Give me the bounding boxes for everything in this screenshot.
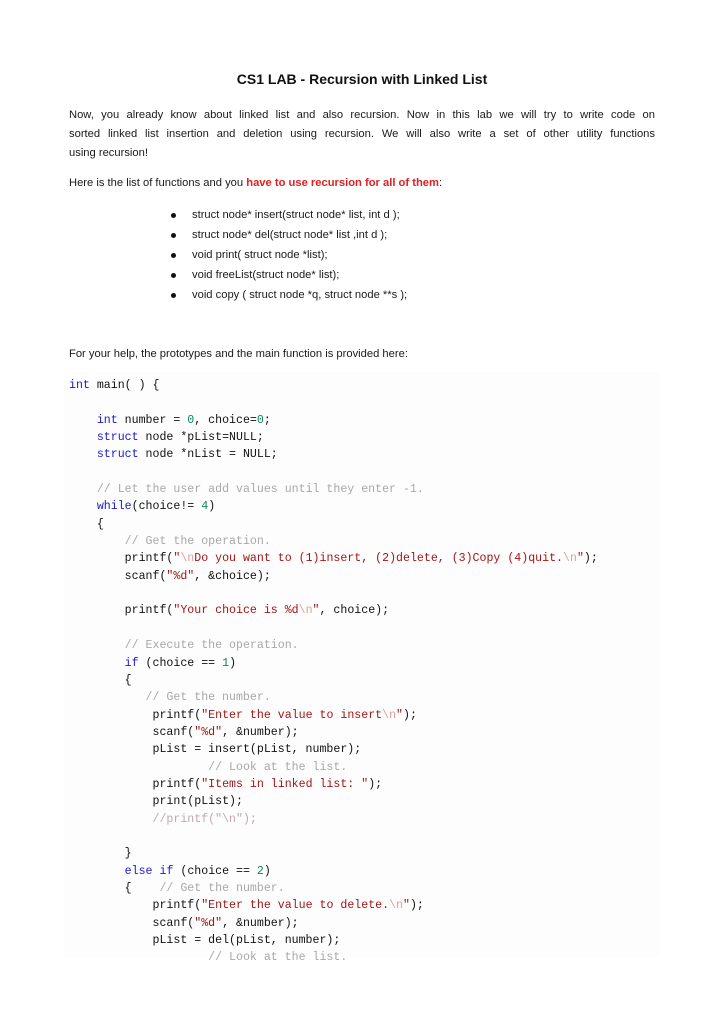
code-string: ": [201, 708, 209, 722]
code-escape: \n: [382, 708, 397, 722]
code-line: [69, 620, 598, 637]
code-line: [69, 724, 598, 741]
code-text: , &number);: [222, 725, 299, 739]
code-text: (choice ==: [138, 656, 223, 670]
code-comment: // Get the number.: [159, 881, 285, 895]
code-line: [69, 377, 598, 394]
code-text: scanf(: [152, 725, 195, 739]
code-string: ": [173, 604, 181, 618]
code-text: node *pList=NULL;: [138, 431, 264, 445]
page-title: CS1 LAB - Recursion with Linked List: [236, 71, 488, 87]
code-text: pList = del(pList, number);: [152, 934, 341, 947]
code-text: printf(: [152, 708, 202, 722]
code-line: int number = 0, choice=0;: [96, 413, 271, 427]
code-text: print(pList);: [152, 795, 243, 809]
code-number: 2: [256, 864, 264, 878]
code-line: [69, 655, 598, 672]
code-string: Your choice is %d: [180, 604, 299, 618]
code-comment: // Execute the operation.: [124, 639, 299, 653]
code-keyword: int: [69, 379, 90, 392]
function-item: void print( struct node *list);: [170, 245, 407, 265]
code-string: ": [576, 552, 584, 566]
intro-line: sorted linked list insertion and deletion using recursion. We will also write a set of other utility functions: [69, 128, 655, 140]
code-line: [69, 811, 598, 828]
code-string: ": [403, 899, 410, 913]
code-string: "%d": [194, 916, 223, 930]
code-text: );: [583, 552, 598, 566]
code-text: , &choice);: [194, 569, 271, 583]
code-escape: \n: [298, 604, 313, 618]
code-line: [69, 498, 598, 515]
code-keyword: if: [159, 864, 174, 878]
code-text: (choice!=: [131, 500, 202, 514]
code-line: [69, 550, 598, 567]
code-keyword: struct: [96, 431, 139, 445]
code-line: [69, 481, 598, 498]
code-line: [69, 446, 598, 463]
code-string: "Items in linked list: ": [201, 777, 369, 791]
code-text: ): [229, 656, 237, 670]
functions-intro-colon: :: [438, 177, 443, 189]
code-text: printf(: [152, 777, 202, 791]
code-text: }: [124, 847, 132, 861]
code-line: [69, 689, 598, 706]
function-item: void freeList(struct node* list);: [170, 265, 407, 285]
code-line: [69, 464, 598, 481]
code-line: [69, 516, 598, 533]
code-line: [69, 672, 598, 689]
code-string: Do you want to (1)insert, (2)delete, (3)Copy (4)quit.: [194, 552, 564, 566]
code-text: , &number);: [222, 916, 299, 930]
code-text: );: [368, 777, 383, 791]
code-keyword: int: [96, 413, 118, 427]
code-text: printf(: [124, 552, 174, 566]
functions-intro-text: Here is the list of functions and you: [69, 177, 247, 189]
code-text: (choice ==: [173, 864, 257, 878]
code-text: scanf(: [152, 916, 195, 930]
code-comment: //printf("\n");: [152, 812, 257, 826]
code-escape: \n: [563, 552, 577, 566]
code-line: [69, 845, 598, 862]
code-text: node *nList = NULL;: [138, 448, 278, 462]
code-text: , choice);: [319, 604, 390, 618]
function-list: [170, 205, 407, 305]
code-line: [69, 949, 598, 966]
code-string: ": [312, 604, 320, 618]
code-text: , choice=: [194, 413, 257, 427]
code-line: [69, 602, 598, 619]
code-string: Enter the value to insert: [208, 708, 383, 722]
code-line: [69, 741, 598, 758]
code-text: printf(: [124, 604, 174, 618]
code-number: 0: [187, 413, 195, 427]
code-line: [69, 932, 598, 949]
code-string: ": [173, 552, 181, 566]
code-text: main( ) {: [96, 379, 160, 392]
code-string: "%d": [194, 725, 223, 739]
code-keyword: else: [124, 864, 153, 878]
code-line: [69, 863, 598, 880]
functions-intro: [69, 174, 655, 193]
code-text: scanf(: [124, 569, 167, 583]
code-line: [69, 759, 598, 776]
code-text: ): [263, 864, 271, 878]
code-line: [69, 637, 598, 654]
code-string: ": [201, 899, 209, 913]
code-line: [69, 394, 598, 411]
code-line: [69, 880, 598, 897]
code-line: [69, 915, 598, 932]
code-number: 4: [201, 500, 209, 514]
code-number: 0: [256, 413, 264, 427]
code-number: 1: [222, 656, 230, 670]
code-text: {: [124, 673, 132, 687]
code-text: printf(: [152, 899, 202, 913]
code-line: [69, 828, 598, 845]
code-comment: // Look at the list.: [208, 760, 348, 774]
code-keyword: while: [96, 500, 132, 514]
code-text: );: [403, 708, 417, 722]
function-item: struct node* del(struct node* list ,int d );: [170, 225, 407, 245]
code-text: {: [96, 517, 104, 531]
code-string: "%d": [166, 569, 195, 583]
code-comment: // Let the user add values until they enter -1.: [96, 483, 424, 497]
code-comment: // Look at the list.: [208, 951, 348, 965]
code-string: Enter the value to delete.: [208, 899, 390, 913]
code-line: [69, 707, 598, 724]
code-line: [69, 585, 598, 602]
code-text: ): [208, 500, 216, 514]
code-text: number =: [117, 413, 188, 427]
intro-paragraph: [69, 106, 655, 163]
recursion-requirement: have to use recursion for all of them: [246, 177, 439, 189]
code-keyword: if: [124, 656, 139, 670]
help-text: For your help, the prototypes and the main function is provided here:: [69, 348, 408, 360]
code-line: [69, 897, 598, 914]
code-text: );: [409, 899, 424, 913]
code-text: {: [124, 881, 160, 895]
code-escape: \n: [389, 899, 403, 913]
code-keyword: struct: [96, 448, 139, 462]
code-line: [69, 793, 598, 810]
intro-line: using recursion!: [69, 147, 148, 159]
code-string: ": [396, 708, 403, 722]
code-text: pList = insert(pList, number);: [152, 743, 362, 757]
function-item: void copy ( struct node *q, struct node **s );: [170, 285, 407, 305]
code-line: [69, 776, 598, 793]
code-comment: // Get the number.: [145, 691, 271, 705]
code-comment: // Get the operation.: [124, 535, 271, 549]
function-item: struct node* insert(struct node* list, int d );: [170, 205, 407, 225]
code-line: [69, 568, 598, 585]
code-line: [69, 533, 598, 550]
code-line: [69, 429, 598, 446]
code-block: [69, 377, 598, 967]
intro-line: Now, you already know about linked list and also recursion. Now in this lab we will try to write code on: [69, 109, 655, 121]
code-escape: \n: [180, 552, 195, 566]
